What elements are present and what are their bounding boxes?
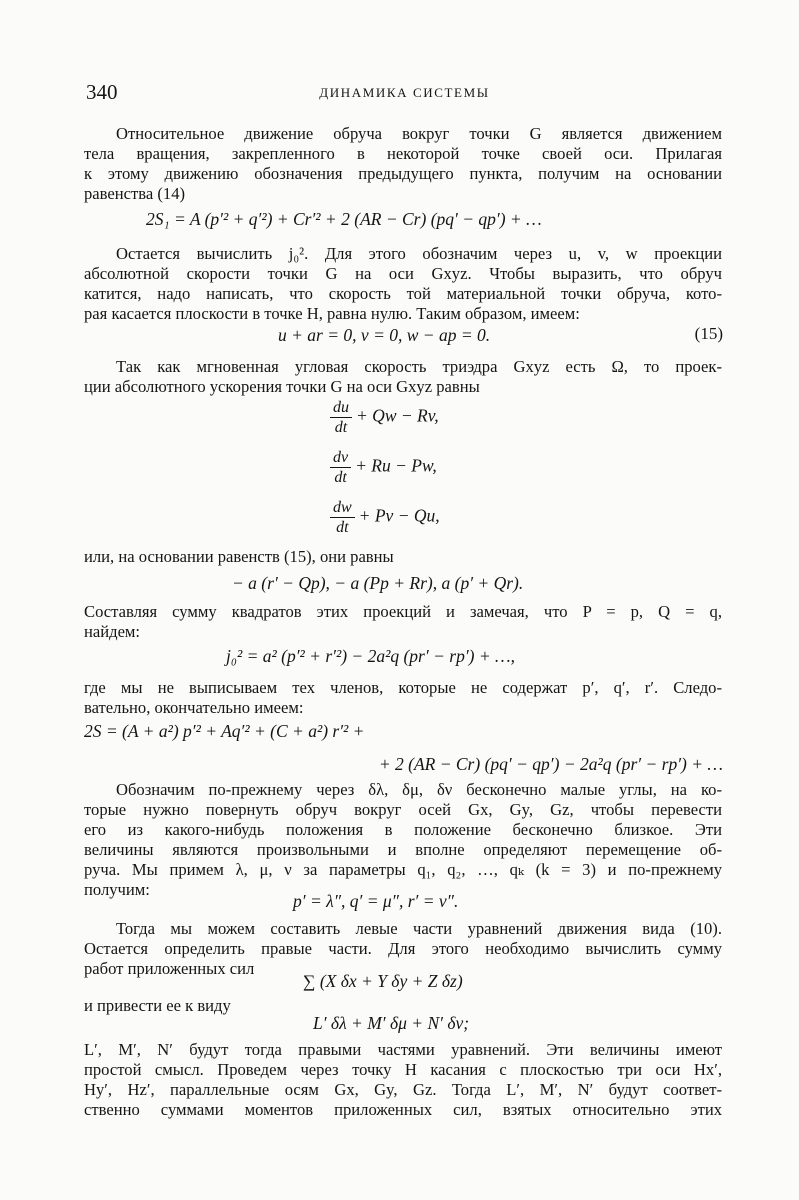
text-line: ции абсолютного ускорения точки G на оси Gxyz равны <box>84 377 480 396</box>
running-title: ДИНАМИКА СИСТЕМЫ <box>319 85 490 100</box>
accel-y <box>330 448 437 487</box>
fraction <box>330 448 351 487</box>
accel-x <box>330 398 439 437</box>
text-line: его из какого-нибудь положения в положение бесконечно близкое. Эти <box>84 820 722 839</box>
text-line: Относительное движение обруча вокруг точки G является движением <box>116 124 722 143</box>
text-line: или, на основании равенств (15), они равны <box>84 547 394 566</box>
text-line: рая касается плоскости в точке H, равна нулю. Таким образом, имеем: <box>84 304 580 323</box>
equation-2s-line2: + 2 (AR − Cr) (pq′ − qp′) − 2a²q (pr′ − rp′) + … <box>378 754 723 774</box>
paragraph-5 <box>84 602 722 642</box>
page-header <box>86 80 723 110</box>
paragraph-2 <box>84 244 722 324</box>
text-line: Тогда мы можем составить левые части уравнений движения вида (10). <box>116 919 722 938</box>
text-line: Так как мгновенная угловая скорость триэдра Gxyz есть Ω, то проек- <box>116 357 722 376</box>
equation-15: u + ar = 0, v = 0, w − ap = 0. <box>278 325 491 345</box>
fraction <box>330 498 355 537</box>
fraction-denominator: dt <box>334 419 348 436</box>
text-line: вательно, окончательно имеем: <box>84 698 304 717</box>
text-line: получим: <box>84 880 150 899</box>
text-line: равенства (14) <box>84 184 186 203</box>
paragraph-7 <box>84 780 722 900</box>
text-line: работ приложенных сил <box>84 959 255 978</box>
fraction-numerator: dv <box>330 448 351 468</box>
equation-j0: j₀² = a² (p′² + r′²) − 2a²q (pr′ − rp′) + …, <box>226 646 515 666</box>
text-line: тела вращения, закрепленного в некоторой точке своей оси. Прилагая <box>84 144 722 163</box>
text-line: Hy′, Hz′, параллельные осям Gx, Gy, Gz. Тогда L′, M′, N′ будут соответ- <box>84 1080 722 1099</box>
text-line: и привести ее к виду <box>84 996 231 1015</box>
equation-2s1: 2S₁ = A (p′² + q′²) + Cr′² + 2 (AR − Cr) (pq′ − qp′) + … <box>146 209 542 229</box>
fraction-denominator: dt <box>336 519 349 536</box>
paragraph-1 <box>84 124 722 204</box>
text-line: Обозначим по-прежнему через δλ, δμ, δν бесконечно малые углы, на ко- <box>116 780 722 799</box>
text-line: к этому движению обозначения предыдущего пункта, получим на основании <box>84 164 722 183</box>
text-line: где мы не выписываем тех членов, которые не содержат p′, q′, r′. Следо- <box>84 678 722 697</box>
paragraph-6 <box>84 678 722 718</box>
text-line: найдем: <box>84 622 141 641</box>
text-line: руча. Мы примем λ, μ, ν за параметры q₁, q₂, …, qₖ (k = 3) и по-прежнему <box>84 860 722 879</box>
accel-terms: + Qw − Rv, <box>356 405 439 426</box>
page-number: 340 <box>86 80 118 104</box>
equation-2s-line1: 2S = (A + a²) p′² + Aq′² + (C + a²) r′² + <box>84 721 365 741</box>
equation-projections: − a (r′ − Qp), − a (Pp + Rr), a (p′ + Qr). <box>232 573 524 593</box>
text-line: торые нужно повернуть обруч вокруг осей Gx, Gy, Gz, чтобы перевести <box>84 800 722 819</box>
text-line: Составляя сумму квадратов этих проекций и замечая, что P = p, Q = q, <box>84 602 722 621</box>
text-line: простой смысл. Проведем через точку H касания с плоскостью три оси Hx′, <box>84 1060 722 1079</box>
text-line: абсолютной скорости точки G на оси Gxyz. Чтобы выразить, что обруч <box>84 264 722 283</box>
equation-work-sum: ∑ (X δx + Y δy + Z δz) <box>303 971 463 991</box>
fraction-numerator: dw <box>330 498 355 518</box>
accel-terms: + Pv − Qu, <box>358 505 440 526</box>
paragraph-10 <box>84 1040 722 1120</box>
fraction-numerator: du <box>330 398 352 418</box>
fraction-denominator: dt <box>334 469 347 486</box>
accel-terms: + Ru − Pw, <box>355 455 437 476</box>
text-line: Остается определить правые части. Для этого необходимо вычислить сумму <box>84 939 722 958</box>
equation-pqr: p′ = λ″, q′ = μ″, r′ = ν″. <box>293 891 459 911</box>
fraction <box>330 398 352 437</box>
text-line: ственно суммами моментов приложенных сил, взятых относительно этих <box>84 1100 722 1119</box>
equation-lmn: L′ δλ + M′ δμ + N′ δν; <box>313 1013 470 1033</box>
text-line: катится, надо написать, что скорость той материальной точки обруча, кото- <box>84 284 722 303</box>
text-line: Остается вычислить j₀². Для этого обозначим через u, v, w проекции <box>116 244 722 263</box>
paragraph-3 <box>84 357 722 397</box>
equation-number-15: (15) <box>694 324 723 343</box>
paragraph-4 <box>84 547 722 567</box>
text-line: величины являются произвольными и вполне определяют перемещение об- <box>84 840 722 859</box>
accel-z <box>330 498 440 537</box>
text-line: L′, M′, N′ будут тогда правыми частями уравнений. Эти величины имеют <box>84 1040 722 1059</box>
